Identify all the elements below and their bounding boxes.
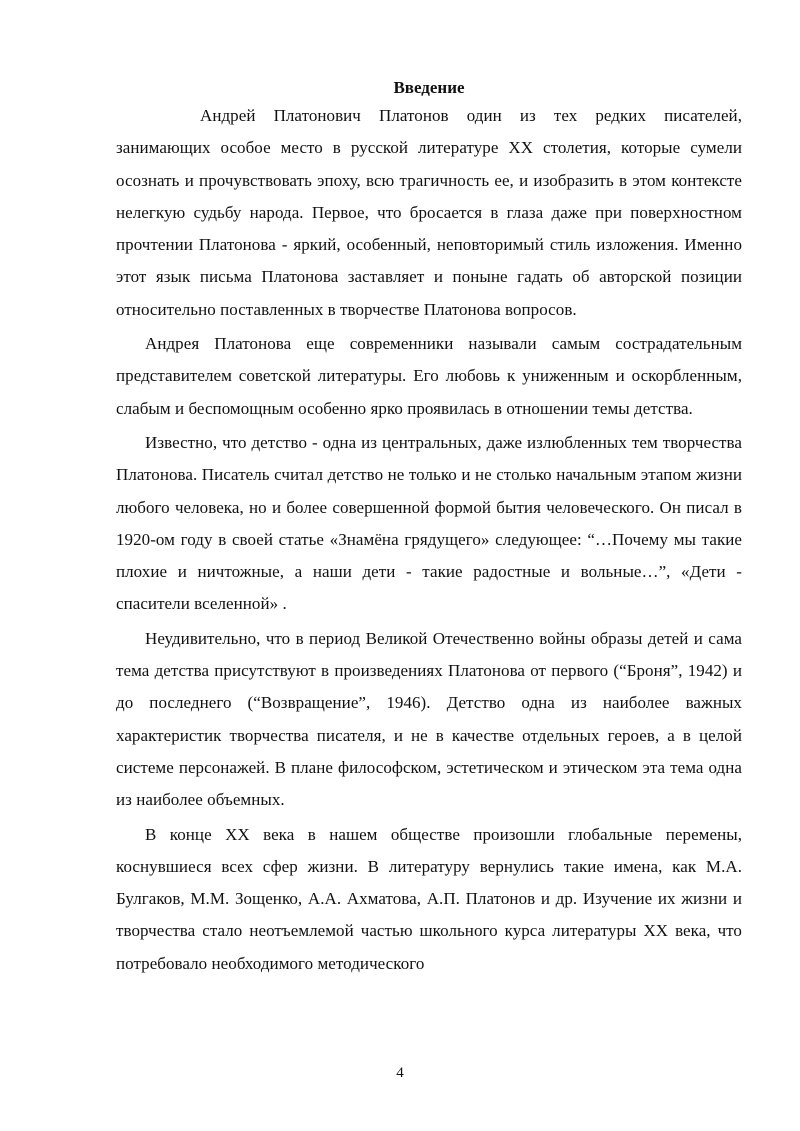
paragraph-5: В конце XX века в нашем обществе произошли глобальные перемены, коснувшиеся всех сфер жизни. В литературу вернулись такие имена, как М.А. Булгаков, М.М. Зощенко, А.А. Ахматова, А.П. Платонов и др. Изучение их жизни и творчества стало неотъемлемой частью школьного курса литературы XX века, что потребовало необходимого методического	[116, 824, 742, 973]
paragraph-1: Андрей Платонович Платонов один из тех редких писателей, занимающих особое место в русской литературе XX столетия, которые сумели осознать и прочувствовать эпоху, всю трагичность ее, и изобразить в этом контексте нелегкую судьбу народа. Первое, что бросается в глаза даже при поверхностном прочтении Платонова - яркий, особенный, неповторимый стиль изложения. Именно этот язык письма Платонова заставляет и поныне гадать об авторской позиции относительно поставленных в творчестве Платонова вопросов.	[116, 106, 742, 319]
paragraph-4: Неудивительно, что в период Великой Отечественно войны образы детей и сама тема детства присутствуют в произведениях Платонова от первого (“Броня”, 1942) и до последнего (“Возвращение”, 1946). Детство одна из наиболее важных характеристик творчества писателя, и не в качестве отдельных героев, а в целой системе персонажей. В плане философском, эстетическом и этическом эта тема одна из наиболее объемных.	[116, 628, 742, 810]
paragraph-3: Известно, что детство - одна из центральных, даже излюбленных тем творчества Платонова. Писатель считал детство не только и не столько начальным этапом жизни любого человека, но и более совершенной формой бытия человеческого. Он писал в 1920-ом году в своей статье «Знамёна грядущего» следующее: “…Почему мы такие плохие и ничтожные, а наши дети - такие радостные и вольные…”, «Дети - спасители вселенной» .	[116, 432, 742, 614]
section-title: Введение	[393, 78, 465, 97]
paragraph-2: Андрея Платонова еще современники называли самым сострадательным представителем советской литературы. Его любовь к униженным и оскорбленным, слабым и беспомощным особенно ярко проявилась в отношении темы детства.	[116, 334, 742, 418]
page-number: 4	[396, 1065, 404, 1081]
page-body	[116, 76, 742, 980]
